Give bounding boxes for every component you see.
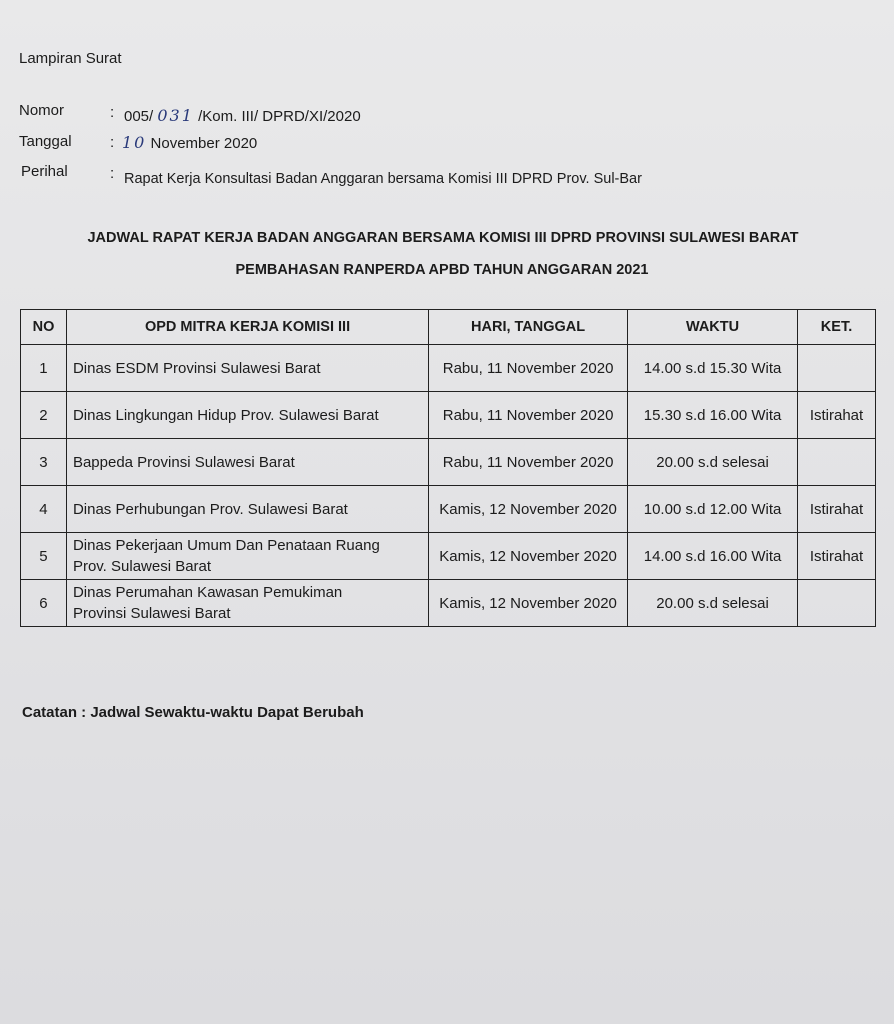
row-opd-line1: Dinas Perumahan Kawasan Pemukiman [72,584,343,601]
row-opd [66,580,428,627]
nomor-prefix: 005/ [124,108,154,125]
perihal-label: Perihal [21,163,68,180]
table-row [21,439,876,486]
tanggal-rest: November 2020 [150,135,258,152]
row-ket [798,439,876,486]
row-opd-line1: Bappeda Provinsi Sulawesi Barat [72,453,295,471]
tanggal-label: Tanggal [19,133,72,150]
column-header-ket: KET. [798,310,876,345]
row-ket [798,345,876,392]
row-ket: Istirahat [798,392,876,439]
row-opd-line1: Dinas Lingkungan Hidup Prov. Sulawesi Barat [72,406,379,424]
row-time: 20.00 s.d selesai [628,439,798,486]
row-opd [66,439,428,486]
schedule-subheading: PEMBAHASAN RANPERDA APBD TAHUN ANGGARAN 2021 [235,262,649,278]
tanggal-handwritten: 10 [122,133,147,152]
schedule-table [20,309,876,627]
row-no: 1 [21,345,67,392]
nomor-colon: : [110,104,115,121]
perihal-value: Rapat Kerja Konsultasi Badan Anggaran bersama Komisi III DPRD Prov. Sul-Bar [124,171,642,187]
row-time: 20.00 s.d selesai [628,580,798,627]
row-opd-line1: Dinas ESDM Provinsi Sulawesi Barat [72,359,321,377]
row-opd-line2: Prov. Sulawesi Barat [72,558,212,575]
row-ket: Istirahat [798,533,876,580]
row-date: Kamis, 12 November 2020 [429,486,628,533]
table-row [21,533,876,580]
table-row [21,580,876,627]
column-header-time: WAKTU [628,310,798,345]
row-opd [66,345,428,392]
row-opd-line1: Dinas Pekerjaan Umum Dan Penataan Ruang [72,537,380,554]
row-date: Rabu, 11 November 2020 [429,439,628,486]
row-time: 14.00 s.d 16.00 Wita [628,533,798,580]
tanggal-colon: : [110,134,115,151]
table-header-row [21,310,876,345]
row-date: Kamis, 12 November 2020 [429,533,628,580]
row-opd-line2: Provinsi Sulawesi Barat [72,605,231,622]
perihal-colon: : [110,165,115,182]
table-row [21,392,876,439]
row-time: 15.30 s.d 16.00 Wita [628,392,798,439]
document-title: Lampiran Surat [19,50,122,67]
column-header-no: NO [21,310,67,345]
row-no: 6 [21,580,67,627]
nomor-label: Nomor [19,102,65,119]
tanggal-value [122,133,257,152]
column-header-opd: OPD MITRA KERJA KOMISI III [66,310,428,345]
row-ket: Istirahat [798,486,876,533]
row-no: 2 [21,392,67,439]
row-no: 3 [21,439,67,486]
schedule-heading: JADWAL RAPAT KERJA BADAN ANGGARAN BERSAMA KOMISI III DPRD PROVINSI SULAWESI BARAT [87,230,799,246]
row-opd [66,533,428,580]
nomor-value [124,106,361,125]
nomor-handwritten: 031 [157,106,194,125]
row-no: 5 [21,533,67,580]
row-date: Rabu, 11 November 2020 [429,345,628,392]
column-header-date: HARI, TANGGAL [429,310,628,345]
table-row [21,486,876,533]
table-row [21,345,876,392]
row-opd [66,392,428,439]
schedule-note: Catatan : Jadwal Sewaktu-waktu Dapat Berubah [22,704,364,721]
row-date: Kamis, 12 November 2020 [429,580,628,627]
row-time: 14.00 s.d 15.30 Wita [628,345,798,392]
row-time: 10.00 s.d 12.00 Wita [628,486,798,533]
row-ket [798,580,876,627]
row-date: Rabu, 11 November 2020 [429,392,628,439]
row-opd [66,486,428,533]
row-opd-line1: Dinas Perhubungan Prov. Sulawesi Barat [72,500,348,518]
row-no: 4 [21,486,67,533]
nomor-suffix: /Kom. III/ DPRD/XI/2020 [198,108,361,125]
